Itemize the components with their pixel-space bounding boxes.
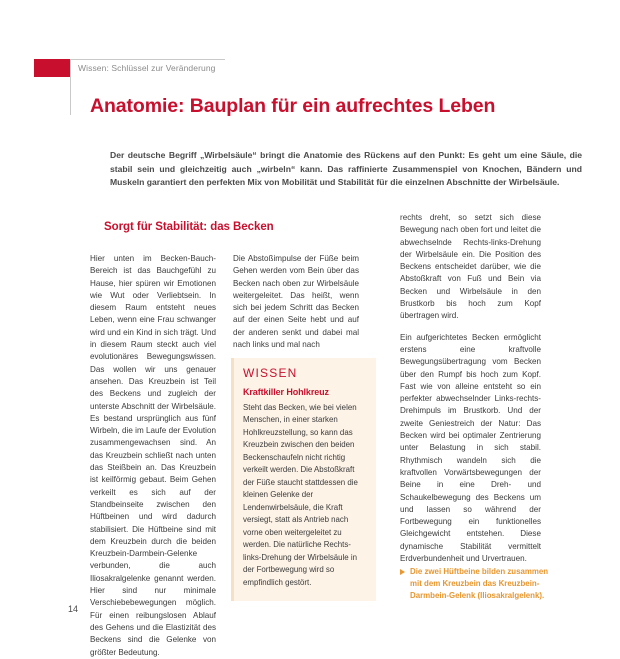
page-number: 14 [68, 604, 79, 614]
wissen-info-box [231, 358, 376, 601]
intro-paragraph: Der deutsche Begriff „Wirbelsäule“ bringt die Anatomie des Rückens auf den Punkt: Es geht um eine Säule, die stabil sein und gleichzeitig auch „wirbeln“ kann. Das raffinierte Zusammenspiel von Knochen, Bändern und Muskeln garantiert den perfekten Mix von Mobilität und Stabilität für die einzelnen Abschnitte der Wirbelsäule. [110, 149, 582, 188]
body-column-middle [233, 253, 359, 351]
running-header [0, 28, 620, 88]
paragraph: rechts dreht, so setzt sich diese Bewegung nach oben fort und leitet die abwechselnde Rechts-links-Drehung der Wirbelsäule ein. Die Position des Beckens entscheidet darüber, wie die Abstoßkraft von Fuß und Bein via Becken und Wirbelsäule in den Brustkorb bis hoch zum Kopf übertragen wird. [400, 213, 541, 321]
running-header-title: Wissen: Schlüssel zur Veränderung [78, 63, 216, 73]
paragraph: Die Abstoßimpulse der Füße beim Gehen werden vom Bein über das Becken nach oben zur Wirbelsäule weitergeleitet. Das heißt, wenn sich bei jedem Schritt das Becken auf der einen Seite hebt und auf der anderen senkt und dabei mal nach links und mal nach [233, 254, 359, 350]
header-vertical-rule [70, 59, 71, 115]
page-title: Anatomie: Bauplan für ein aufrechtes Leben [90, 95, 496, 118]
paragraph: Hier unten im Becken-Bauch-Bereich ist das Bauchgefühl zu Hause, hier spüren wir Emotionen wie Wut oder Verliebtsein. In diesem Raum entsteht neues Leben, wenn eine Frau schwanger wird und ein Kind in sich trägt. Und in diesem Raum steckt auch viel evolutionäres Bewegungswissen. Das wollen wir uns genauer ansehen. Das Kreuzbein ist Teil des Beckens und zugleich der unterste Abschnitt der Wirbelsäule. Es bestand ursprünglich aus fünf Wirbeln, die im Laufe der Evolution zusammengewachsen sind. An das Kreuzbein schließt nach unten das Steißbein an. Das Kreuzbein ist keilförmig gebaut. Beim Gehen verkeilt es sich auf der Standbeinseite zwischen den Hüftbeinen und wird dadurch stabilisiert. Die Hüftbeine sind mit dem Kreuzbein durch die beiden Kreuzbein-Darmbein-Gelenke verbunden, die auch Iliosakralgelenke genannt werden. Hier sind nur minimale Verschiebebewegungen möglich. Für einen reibungslosen Ablauf des Gehens und die Elastizität des Beckens sind die Gelenke von größter Bedeutung. [90, 254, 216, 657]
wissen-box-body: Steht das Becken, wie bei vielen Menschen, in einer starken Hohlkreuzstellung, so kann das Kreuzbein zwischen den beiden Beckenschaufeln nicht richtig verkeilt werden. Die Abstoßkraft der Füße staucht stattdessen die kleinen Gelenke der Lendenwirbelsäule, die Kraft versiegt, statt als Antrieb nach vorne oben weitergeleitet zu werden. Die natürliche Rechts-links-Drehung der Wirbelsäule in der Fortbewegung wird so empfindlich gestört. [243, 403, 358, 587]
key-takeaway-callout [400, 566, 550, 602]
callout-text: Die zwei Hüftbeine bilden zusammen mit dem Kreuzbein das Kreuzbein-Darmbein-Gelenk (Iliosakralgelenk). [410, 567, 549, 601]
body-column-left [90, 253, 216, 659]
header-red-accent-block [34, 59, 70, 77]
section-heading: Sorgt für Stabilität: das Becken [104, 220, 274, 233]
body-column-right [400, 212, 541, 565]
wissen-box-label: WISSEN [243, 366, 298, 380]
triangle-bullet-icon [400, 569, 405, 575]
paragraph: Ein aufgerichtetes Becken ermöglicht erstens eine kraftvolle Bewegungsübertragung vom Becken über den Rumpf bis hoch zum Kopf. Fast wie von alleine entsteht so ein perfekter abwechselnder Links-rechts-Drehimpuls im Brustkorb. Und der zweite Geniestreich der Natur: Das Becken wird bei optimaler Zentrierung unter Belastung in sich stabil. Rhythmisch wandeln sich die kraftvollen Vorwärtsbewegungen der Beine in eine Dreh- und Schaukelbewegung des Beckens um und lassen so während der Fortbewegung ein funktionelles Gleichgewicht entstehen. Diese dynamische Stabilität vermittelt Erdverbundenheit und Urvertrauen. [400, 332, 541, 564]
wissen-box-title: Kraftkiller Hohlkreuz [243, 387, 329, 397]
header-horizontal-rule [70, 59, 225, 60]
